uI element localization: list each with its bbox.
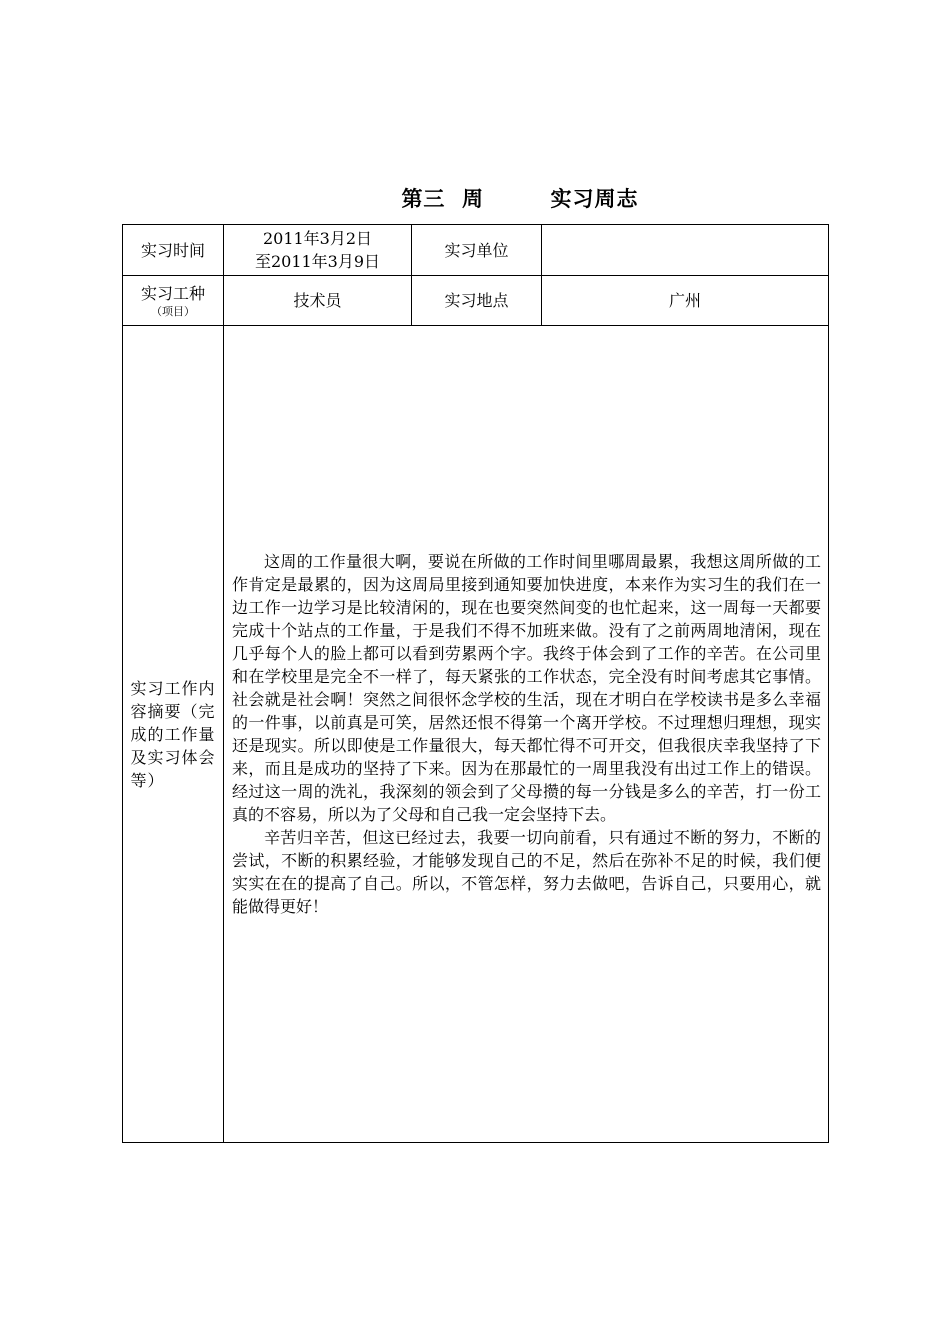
- time-label: 实习时间: [123, 225, 224, 276]
- content-paragraph: 这周的工作量很大啊，要说在所做的工作时间里哪周最累，我想这周所做的工作肯定是最累的，因为这周局里接到通知要加快进度，本来作为实习生的我们在一边工作一边学习是比较清闲的，现在也要突然间变的也忙起来，这一周每一天都要完成十个站点的工作量，于是我们不得不加班来做。没有了之前两周地清闲，现在几乎每个人的脸上都可以看到劳累两个字。我终于体会到了工作的辛苦。在公司里和在学校里是完全不一样了，每天紧张的工作状态，完全没有时间考虑其它事情。社会就是社会啊！突然之间很怀念学校的生活，现在才明白在学校读书是多么幸福的一件事，以前真是可笑，居然还恨不得第一个离开学校。不过理想归理想，现实还是现实。所以即使是工作量很大，每天都忙得不可开交，但我很庆幸我坚持了下来，而且是成功的坚持了下来。因为在那最忙的一周里我没有出过工作上的错误。经过这一周的洗礼，我深刻的领会到了父母攒的每一分钱是多么的辛苦，打一份工真的不容易，所以为了父母和自己我一定会坚持下去。: [232, 552, 821, 824]
- job-sub-label: （项目）: [151, 305, 195, 318]
- unit-label: 实习单位: [412, 225, 542, 276]
- weekly-log-table: [122, 224, 829, 1143]
- summary-label: 实习工作内容摘要（完成的工作量及实习体会等）: [130, 678, 216, 790]
- time-start: 2011年3月2日: [262, 229, 373, 248]
- location-label: 实习地点: [412, 276, 542, 326]
- page-title: 第三 周 实习周志: [401, 186, 639, 211]
- table-row: [123, 225, 829, 276]
- unit-value: [542, 225, 829, 276]
- summary-content-cell: [224, 326, 829, 1143]
- table-row: [123, 326, 829, 1143]
- time-end: 至2011年3月9日: [254, 252, 381, 271]
- location-value: 广州: [542, 276, 829, 326]
- summary-content: [224, 550, 828, 918]
- job-label-cell: [123, 276, 224, 326]
- content-paragraph: 辛苦归辛苦，但这已经过去，我要一切向前看，只有通过不断的努力，不断的尝试，不断的积累经验，才能够发现自己的不足，然后在弥补不足的时候，我们便实实在在的提高了自己。所以，不管怎样，努力去做吧，告诉自己，只要用心，就能做得更好！: [232, 828, 821, 916]
- table-row: [123, 276, 829, 326]
- time-value: [224, 225, 412, 276]
- job-value: 技术员: [224, 276, 412, 326]
- job-label: 实习工种: [140, 284, 205, 303]
- summary-label-cell: [123, 326, 224, 1143]
